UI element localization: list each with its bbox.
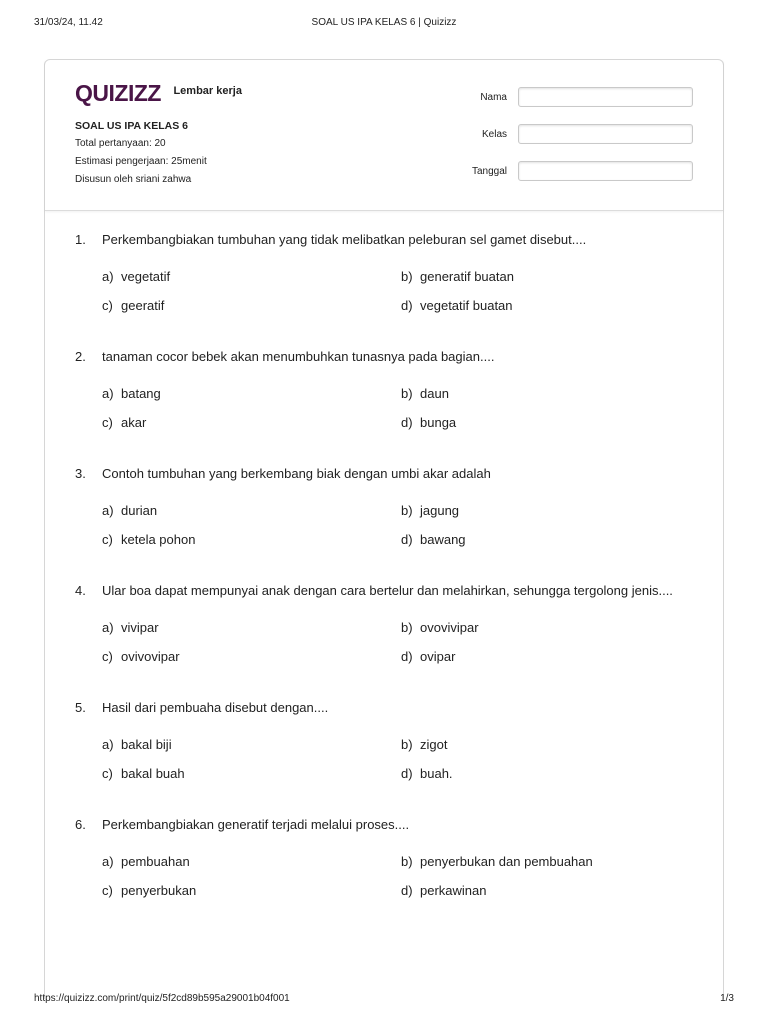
print-footer — [34, 993, 734, 1007]
option-text: akar — [121, 415, 147, 430]
option-d — [401, 415, 456, 430]
option-b — [401, 620, 479, 635]
option-text: perkawinan — [420, 883, 487, 898]
option-letter: b) — [401, 269, 413, 284]
option-letter: a) — [102, 269, 114, 284]
option-d — [401, 649, 455, 664]
option-c — [102, 883, 196, 898]
option-letter: b) — [401, 386, 413, 401]
option-c — [102, 298, 164, 313]
option-c — [102, 532, 195, 547]
worksheet — [44, 59, 724, 999]
question-item — [75, 700, 703, 817]
option-a — [102, 386, 161, 401]
date-input[interactable] — [518, 161, 693, 181]
option-letter: c) — [102, 883, 113, 898]
question-item — [75, 232, 703, 349]
option-a — [102, 503, 157, 518]
option-b — [401, 503, 459, 518]
brand-row — [75, 80, 242, 108]
option-b — [401, 269, 514, 284]
date-label: Tanggal — [471, 166, 507, 177]
option-text: penyerbukan — [121, 883, 197, 898]
quiz-title: SOAL US IPA KELAS 6 — [75, 120, 188, 132]
option-letter: c) — [102, 532, 113, 547]
option-letter: a) — [102, 854, 114, 869]
worksheet-header — [45, 60, 723, 211]
option-text: ovovivipar — [420, 620, 479, 635]
option-letter: a) — [102, 737, 114, 752]
option-letter: d) — [401, 883, 413, 898]
option-text: penyerbukan dan pembuahan — [420, 854, 593, 869]
question-text: Perkembangbiakan tumbuhan yang tidak melibatkan peleburan sel gamet disebut.... — [102, 232, 587, 247]
option-text: generatif buatan — [420, 269, 514, 284]
option-letter: b) — [401, 854, 413, 869]
option-letter: d) — [401, 415, 413, 430]
option-text: ketela pohon — [121, 532, 196, 547]
author: Disusun oleh sriani zahwa — [75, 174, 192, 185]
option-letter: a) — [102, 386, 114, 401]
option-a — [102, 269, 170, 284]
estimated-time: Estimasi pengerjaan: 25menit — [75, 156, 207, 167]
question-item — [75, 583, 703, 700]
print-page-title: SOAL US IPA KELAS 6 | Quizizz — [311, 17, 457, 28]
question-number: 3. — [75, 466, 86, 481]
class-input[interactable] — [518, 124, 693, 144]
option-text: batang — [121, 386, 161, 401]
option-text: durian — [121, 503, 158, 518]
option-letter: c) — [102, 766, 113, 781]
option-a — [102, 854, 190, 869]
option-text: pembuahan — [121, 854, 190, 869]
option-text: vegetatif — [121, 269, 171, 284]
option-text: geeratif — [121, 298, 165, 313]
option-letter: a) — [102, 620, 114, 635]
option-text: zigot — [420, 737, 448, 752]
quizizz-logo — [75, 80, 163, 106]
option-b — [401, 854, 593, 869]
print-url: https://quizizz.com/print/quiz/5f2cd89b595a29001b04f001 — [34, 993, 290, 1004]
option-d — [401, 766, 453, 781]
total-questions: Total pertanyaan: 20 — [75, 138, 166, 149]
question-text: Hasil dari pembuaha disebut dengan.... — [102, 700, 329, 715]
option-letter: c) — [102, 298, 113, 313]
name-field-row — [453, 87, 693, 109]
option-text: buah. — [420, 766, 453, 781]
question-item — [75, 817, 703, 934]
class-label: Kelas — [481, 129, 507, 140]
question-number: 6. — [75, 817, 86, 832]
option-letter: b) — [401, 737, 413, 752]
question-text: tanaman cocor bebek akan menumbuhkan tunasnya pada bagian.... — [102, 349, 495, 364]
option-c — [102, 415, 146, 430]
question-number: 1. — [75, 232, 86, 247]
class-field-row — [453, 124, 693, 146]
question-number: 5. — [75, 700, 86, 715]
question-list — [75, 232, 703, 934]
option-a — [102, 620, 159, 635]
option-text: bunga — [420, 415, 457, 430]
logo-wordmark: QUIZIZZ — [75, 80, 161, 106]
worksheet-label: Lembar kerja — [173, 85, 242, 97]
option-c — [102, 766, 185, 781]
question-number: 2. — [75, 349, 86, 364]
option-letter: d) — [401, 298, 413, 313]
option-d — [401, 883, 487, 898]
option-text: jagung — [420, 503, 460, 518]
option-letter: b) — [401, 620, 413, 635]
name-input[interactable] — [518, 87, 693, 107]
option-text: ovivovipar — [121, 649, 180, 664]
question-text: Perkembangbiakan generatif terjadi melalui proses.... — [102, 817, 410, 832]
print-header — [34, 17, 734, 31]
option-text: bakal biji — [121, 737, 172, 752]
page-number: 1/3 — [720, 993, 734, 1004]
option-letter: d) — [401, 766, 413, 781]
option-text: bawang — [420, 532, 466, 547]
option-letter: c) — [102, 415, 113, 430]
option-text: ovipar — [420, 649, 456, 664]
option-c — [102, 649, 180, 664]
print-timestamp: 31/03/24, 11.42 — [34, 17, 103, 28]
option-text: vegetatif buatan — [420, 298, 513, 313]
question-item — [75, 466, 703, 583]
option-letter: a) — [102, 503, 114, 518]
option-b — [401, 737, 447, 752]
question-text: Contoh tumbuhan yang berkembang biak dengan umbi akar adalah — [102, 466, 491, 481]
option-text: daun — [420, 386, 449, 401]
option-text: bakal buah — [121, 766, 185, 781]
question-item — [75, 349, 703, 466]
option-letter: d) — [401, 532, 413, 547]
question-number: 4. — [75, 583, 86, 598]
name-label: Nama — [480, 92, 507, 103]
option-letter: c) — [102, 649, 113, 664]
option-a — [102, 737, 172, 752]
option-b — [401, 386, 449, 401]
option-letter: d) — [401, 649, 413, 664]
date-field-row — [453, 161, 693, 183]
question-text: Ular boa dapat mempunyai anak dengan cara bertelur dan melahirkan, sehungga tergolong jenis.... — [102, 583, 673, 598]
option-text: vivipar — [121, 620, 159, 635]
option-letter: b) — [401, 503, 413, 518]
option-d — [401, 298, 513, 313]
option-d — [401, 532, 466, 547]
